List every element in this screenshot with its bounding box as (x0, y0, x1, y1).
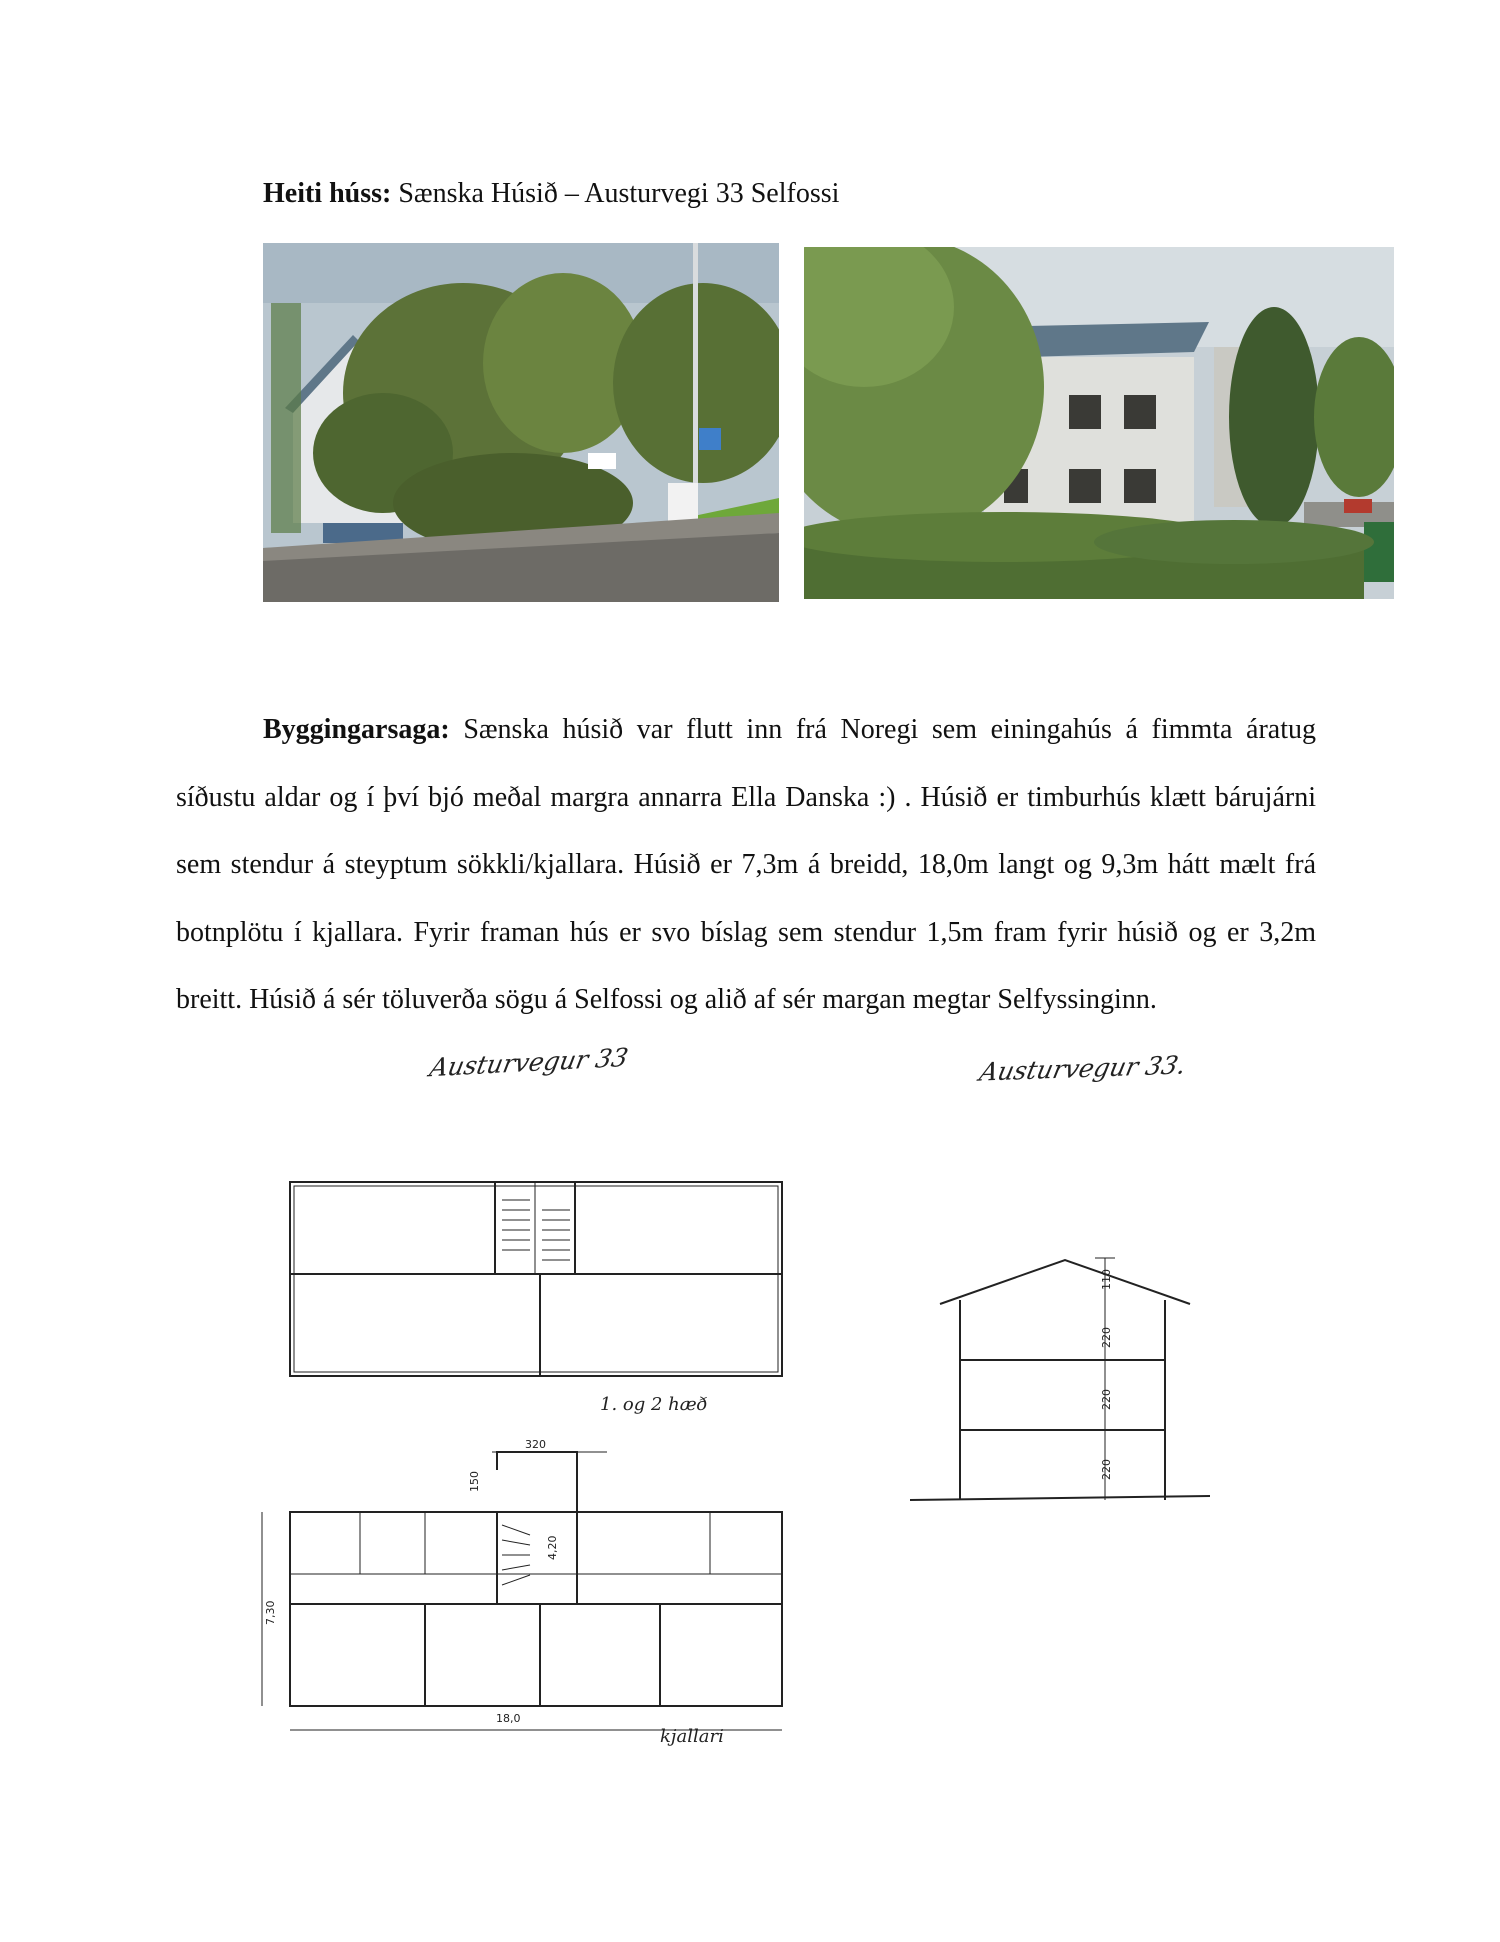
house-name-label: Heiti húss: (263, 178, 392, 209)
upper-floor-plan (280, 1170, 800, 1430)
history-line-5: breitt. Húsið á sér töluverða sögu á Selfossi og alið af sér margan megtar Selfyssinginn. (176, 984, 1157, 1015)
house-name-line (263, 176, 839, 212)
roof-dim: 110 (1100, 1269, 1113, 1290)
floor2-dim: 220 (1100, 1389, 1113, 1410)
street-photo-1 (263, 243, 779, 602)
floor3-dim: 220 (1100, 1459, 1113, 1480)
length-dim: 18,0 (496, 1712, 521, 1725)
history-line-2: síðustu aldar og í því bjó meðal margra annarra Ella Danska :) . Húsið er timburhús klætt bárujárni (176, 781, 1316, 813)
plan-title: Austurvegur 33 (427, 1042, 631, 1083)
street-photo-2 (804, 247, 1394, 599)
width-dim: 7,30 (264, 1600, 277, 1625)
basement-plan (260, 1440, 800, 1750)
porch-depth-dim: 150 (468, 1471, 481, 1492)
history-line-3: sem stendur á steyptum sökkli/kjallara. Húsið er 7,3m á breidd, 18,0m langt og 9,3m hátt mælt frá (176, 849, 1316, 880)
building-history (176, 696, 1316, 1034)
section-title: Austurvegur 33. (976, 1050, 1189, 1087)
section-drawing (900, 1230, 1230, 1520)
history-line-1: Byggingarsaga: Sænska húsið var flutt inn frá Noregi sem einingahús á fimmta áratug (263, 714, 1316, 745)
history-label: Byggingarsaga: (263, 714, 450, 745)
house-name-value: Sænska Húsið – Austurvegi 33 Selfossi (398, 178, 840, 209)
history-line-4: botnplötu í kjallara. Fyrir framan hús er svo bíslag sem stendur 1,5m fram fyrir húsið og er 3,2m (176, 916, 1316, 948)
stair-dim: 4,20 (546, 1535, 559, 1560)
basement-label: kjallari (660, 1726, 724, 1747)
floor1-dim: 220 (1100, 1327, 1113, 1348)
upper-plan-label: 1. og 2 hæð (600, 1394, 708, 1415)
porch-width-dim: 320 (525, 1440, 546, 1451)
